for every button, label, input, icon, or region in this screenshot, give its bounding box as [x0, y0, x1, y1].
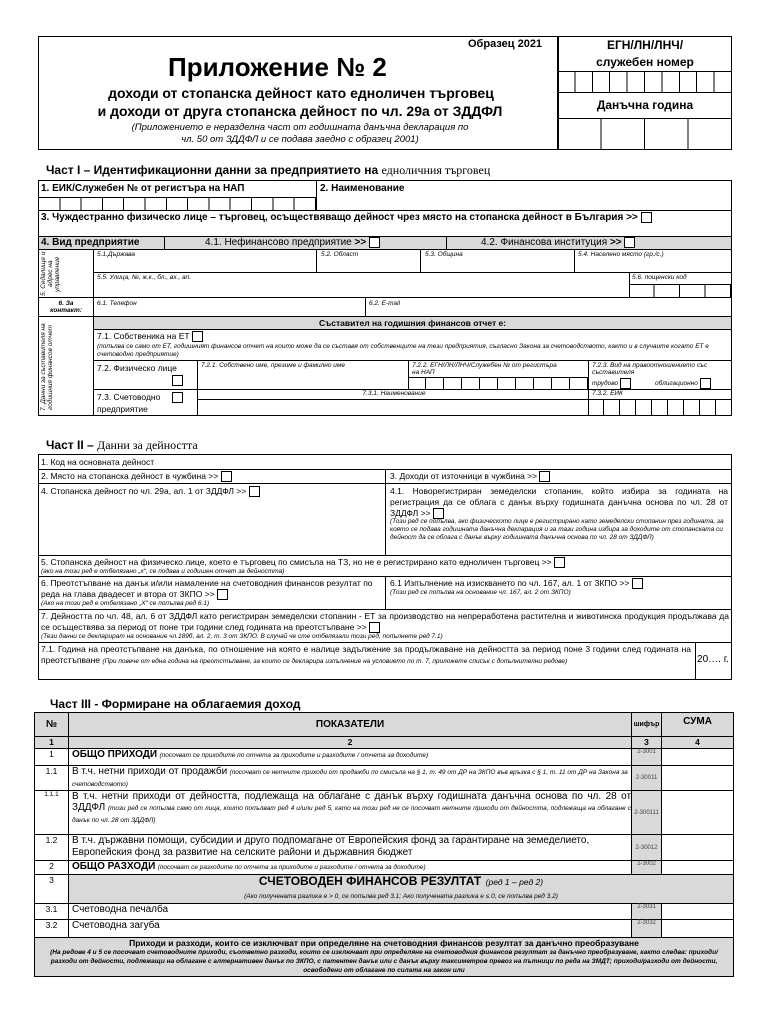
table-header: [35, 713, 734, 737]
accounting-firm-option: 7.3. Счетоводно предприятие: [97, 391, 197, 415]
fullname-label: 7.2.1. Собствено име, презиме и фамилно име: [201, 362, 345, 369]
financial-option: 4.2. Финансова институция >>: [481, 237, 635, 248]
tax-relief-option: 6. Преотстъпване на данък и/или намаление на счетоводния финансов резултат по реда на глава двадесет и втора от ЗКПО >>: [41, 578, 373, 599]
firm-eik-input[interactable]: [588, 400, 731, 415]
subtitle-line2: и доходи от друга стопанска дейност по чл. 29а от ЗДДФЛ: [97, 103, 503, 119]
header-indicators: ПОКАЗАТЕЛИ: [68, 713, 631, 737]
page-title: Приложение № 2: [168, 52, 387, 82]
sum-input[interactable]: [662, 766, 734, 791]
part3-title: Част III - Формиране на облагаемия доход: [50, 697, 301, 711]
activity-code-label: 1. Код на основната дейност: [41, 457, 155, 467]
tax-relief-checkbox[interactable]: [217, 589, 228, 600]
tax-year-label: Данъчна година: [596, 98, 694, 112]
postcode-label: 5.6. пощенски код: [632, 274, 687, 281]
continuation-checkbox[interactable]: [369, 622, 380, 633]
contact-side-label: 6. За контакт:: [50, 300, 82, 314]
individual-option: 7.2. Физическо лице: [97, 362, 197, 374]
nonfinancial-option: 4.1. Нефинансово предприятие >>: [205, 237, 380, 248]
table-row: 1.1.1 В т.ч. нетни приходи от дейността, подлежаща на облагане с данък върху годишната данъчна основа по чл. 28 от ЗДДФЛ (този ред се попълва само от лица, които попълват ред 4 и/или ред 5, като на този ред не се посочват нетните приходи от дейността, подлежаща на облагане с данък по чл. 28 от ЗДДФЛ) 2-300111: [35, 791, 734, 835]
table-row: 1.1 В т.ч. нетни приходи от продажби (посочват се нетните приходи от продажби по смисъла на § 1, т. 49 от ДР на ЗКПО във връзка с § 1, т. 11 от ДР на Закона за счетоводството) 2-30011: [35, 766, 734, 791]
part1-title: Част I – Идентификационни данни за предприятието на едноличния търговец: [46, 163, 491, 177]
art29a-checkbox[interactable]: [249, 486, 260, 497]
sample-label: Образец 2021: [468, 38, 543, 50]
name-input[interactable]: [317, 197, 731, 210]
part2-title: Част II – Данни за дейността: [46, 438, 198, 452]
requirement-option: 6.1 Изпълнение на изискването по чл. 167, ал. 1 от ЗКПО >>: [390, 578, 643, 589]
owner-checkbox[interactable]: [192, 331, 203, 342]
sum-input[interactable]: [662, 749, 734, 766]
relief-year-input[interactable]: 20…. г.: [697, 654, 729, 665]
result-row: 3 СЧЕТОВОДЕН ФИНАНСОВ РЕЗУЛТАТ (ред 1 – ред 2) (Ако получената разлика е > 0, се попълва ред 3.1; Ако получената разлика е ≤ 0, се попълва ред 3.2): [35, 875, 734, 904]
eik-input[interactable]: [39, 197, 316, 210]
unregistered-trader-option: 5. Стопанска дейност на физическо лице, което е търговец по смисъла на ТЗ, но не е регистрирано като едноличен търговец >>: [41, 557, 565, 568]
relation-label: 7.2.3. Вид на правоотношението със съставителя: [592, 362, 708, 376]
egn-label2: служебен номер: [596, 55, 694, 69]
individual-egn-input[interactable]: [408, 377, 588, 389]
relief-year-label: 7.1. Година на преотстъпване на данъка, по отношение на която е налице задължение за продължаване на дейността за период поне 3 години след годината на преотстъпване (При повече от една година на преотстъпване, за които се декларира изпълнение на условието по т. 7, приложете списък с допълнителни редове): [41, 644, 691, 665]
enterprise-type-label: 4. Вид предприятие: [41, 237, 140, 248]
financial-checkbox[interactable]: [624, 237, 635, 248]
foreign-income-option: 3. Доходи от източници в чужбина >>: [390, 471, 550, 482]
continuation-note: (Тези данни се декларират на основание чл.189б, ал. 2, т. 3 от ЗКПО. В случай че сте отбелязали този ред, попълнете ред 7.1): [41, 633, 443, 640]
foreign-place-option: 2. Място на стопанска дейност в чужбина >>: [41, 471, 232, 482]
firm-name-label: 7.3.1. Наименование: [362, 390, 426, 397]
sum-input[interactable]: [662, 835, 734, 861]
table-row: 3.2 Счетоводна загуба 2-3032: [35, 920, 734, 938]
table-row: 2 ОБЩО РАЗХОДИ (посочват се разходите по отчета за приходите и разходите / отчета за доходите) 2-3002: [35, 861, 734, 875]
profit-input[interactable]: [662, 904, 734, 920]
exclusions-row: Приходи и разходи, които се изключват при определяне на счетоводния финансов резултат за данъчно преобразуване (На редове 4 и 5 се посочват счетоводните приходи, съответно разходи, които се изключват при определяне на счетоводния финансов резултат за данъчно преобразуване, както следва: приходи/разходи от дейности, подлежащи на облагане с алтернативен данък по ЗКПО, с патентен данък или с данък върху таксиметров превоз на пътници по реда на ЗМДТ; приходи/разходи от дейности, освободени от облагане по силата на закон или: [35, 938, 734, 977]
compiler-side-label: 7. Данни за съставителя на годишния финансов отчет: [40, 323, 54, 411]
requirement-checkbox[interactable]: [632, 578, 643, 589]
new-farmer-option: 4.1. Новорегистриран земеделски стопанин, който избира за годината на регистрация да се облага с данък върху годишната данъчна основа по чл. 28 от ЗДДФЛ >>: [390, 486, 728, 518]
owner-option: 7.1. Собственика на ЕТ: [97, 331, 203, 342]
phone-label: 6.1. Телефон: [97, 300, 137, 307]
art29a-option: 4. Стопанска дейност по чл. 29а, ал. 1 от ЗДДФЛ >>: [41, 486, 260, 497]
firm-eik-label: 7.3.2. ЕИК: [592, 390, 623, 397]
unregistered-trader-note: (ако на този ред е отбелязано „x“, се подава и годишен отчет за дейността): [41, 568, 285, 575]
egn-label: ЕГН/ЛН/ЛНЧ/: [606, 38, 684, 52]
income-table: [34, 712, 734, 977]
owner-note: (попълва се само от ЕТ, годишният финансов отчет на които може да се съставя от собственците на тези предприятия, съгласно Закона за счетоводството, както и в случаите когато ЕТ е счетоводно предприятие): [97, 343, 709, 358]
employment-checkbox[interactable]: [620, 378, 631, 389]
address-side-label: 5. Седалище и адрес на управление: [40, 251, 61, 297]
contract-checkbox[interactable]: [700, 378, 711, 389]
new-farmer-note: (Този ред се попълва, ако физическото лице е регистрирано като земеделски стопанин през годината, за която се подава годишната данъчна декларация и за тази година избира за доходите от стопанската си дейност да се облага с данък върху годишната данъчна основа по чл. 28 от ЗДДФЛ): [390, 518, 724, 541]
foreign-place-checkbox[interactable]: [221, 471, 232, 482]
relation-employment: трудово: [592, 378, 631, 389]
municipality-label: 5.3. Община: [425, 251, 463, 258]
country-label: 5.1.Държава: [97, 251, 135, 258]
sum-input[interactable]: [662, 791, 734, 835]
sum-input[interactable]: [662, 861, 734, 875]
foreign-income-checkbox[interactable]: [539, 471, 550, 482]
region-label: 5.2. Област: [321, 251, 359, 258]
header-note2: чл. 50 от ЗДДФЛ и се подава заедно с образец 2001): [181, 134, 419, 145]
egn-input[interactable]: [558, 71, 732, 93]
postcode-input[interactable]: [629, 284, 731, 297]
name-label: 2. Наименование: [320, 183, 405, 194]
accounting-firm-checkbox[interactable]: [172, 392, 183, 403]
subtitle-line1: доходи от стопанска дейност като едноличен търговец: [108, 85, 494, 101]
continuation-option: 7. Дейността по чл. 48, ал. 6 от ЗДДФЛ като регистриран земеделски стопанин - ЕТ за производство на непреработена растителна и животинска продукция продължава да се осъществява за период от поне три години след годината на преотстъпване >>: [41, 611, 729, 632]
requirement-note: (Този ред се попълва на основание чл. 167, ал. 2 от ЗКПО): [390, 589, 571, 596]
relation-contract: облигационно: [655, 378, 711, 389]
table-row: 1 ОБЩО ПРИХОДИ (посочват се приходите по отчета за приходите и разходите / отчета за доходите) 2-3001: [35, 749, 734, 766]
nonfinancial-checkbox[interactable]: [369, 237, 380, 248]
header-note1: (Приложението е неразделна част от годишната данъчна декларация по: [131, 122, 469, 133]
header-sum: СУМА: [662, 713, 734, 737]
foreign-trader-label: 3. Чуждестранно физическо лице – търговец, осъществяващо дейност чрез място на стопанска дейност в България >>: [41, 212, 729, 224]
table-row: 3.1 Счетоводна печалба 2-3031: [35, 904, 734, 920]
eik-label: 1. ЕИК/Служебен № от регистъра на НАП: [41, 183, 245, 194]
foreign-trader-checkbox[interactable]: [641, 212, 652, 223]
header-code: шифър: [632, 713, 662, 737]
street-label: 5.5. Улица, №, ж.к., бл., вх., ап.: [97, 274, 191, 281]
tax-year-input[interactable]: [558, 118, 732, 150]
compiler-label: Съставител на годишния финансов отчет е:: [318, 318, 507, 328]
column-numbers: 1 2 3 4: [35, 737, 734, 749]
individual-checkbox[interactable]: [172, 375, 183, 386]
table-row: 1.2 В т.ч. държавни помощи, субсидии и друго подпомагане от Европейския фонд за гарантиране на земеделието, Европейския фонд за развитие на селските райони и държавния бюджет 2-30012: [35, 835, 734, 861]
settlement-label: 5.4. Населено място (гр./с.): [578, 251, 664, 258]
email-label: 6.2. E-mail: [369, 300, 401, 307]
tax-relief-note: (Ако на този ред е отбелязано „X“ се попълва ред 6.1): [41, 600, 210, 607]
header-no: №: [35, 713, 69, 737]
individual-egn-label: 7.2.2. ЕГН/ЛН/ЛНЧ/Служебен № от регистъра на НАП: [412, 362, 557, 376]
unregistered-trader-checkbox[interactable]: [554, 557, 565, 568]
loss-input[interactable]: [662, 920, 734, 938]
